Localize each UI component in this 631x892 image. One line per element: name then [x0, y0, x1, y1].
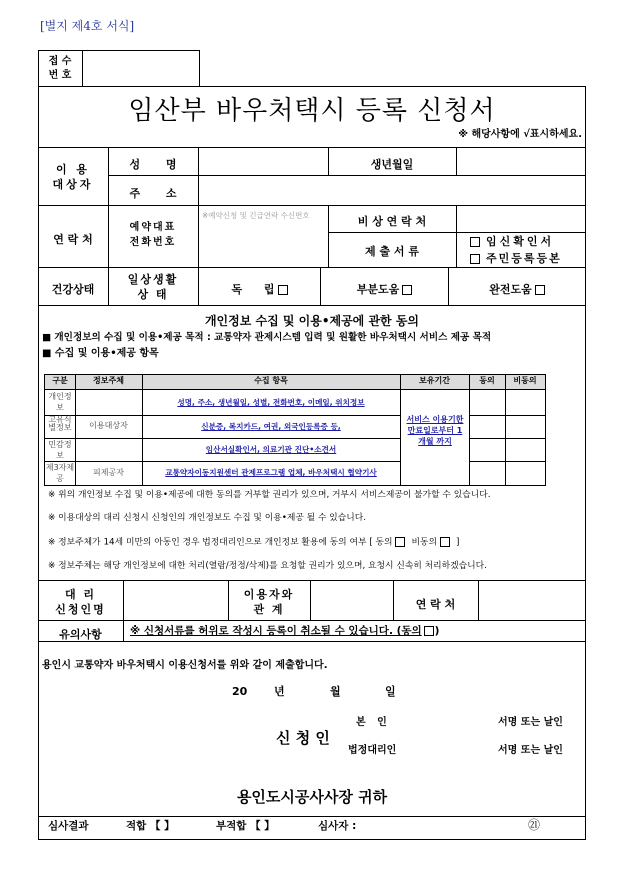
privacy-heading: 개인정보 수집 및 이용•제공에 관한 동의: [204, 314, 420, 328]
privacy-items-heading: ■ 수집 및 이용•제공 항목: [42, 348, 159, 359]
self-sign[interactable]: 서명 또는 날인: [498, 717, 563, 728]
retention-period: 서비스 이용기한 만료일로부터 1개월 까지: [406, 415, 464, 446]
review-result-label: 심사결과: [48, 820, 89, 832]
doc-pregnancy-checkbox[interactable]: [470, 237, 480, 247]
row-item-3: 임산서실확인서, 의료기관 진단•소견서: [205, 445, 337, 454]
th-kind: 구분: [52, 376, 68, 385]
health-label: 건강상태: [51, 283, 95, 296]
relation-field[interactable]: [311, 581, 393, 619]
page-title: 임산부 바우처택시 등록 신청서: [128, 96, 496, 126]
doc-pregnancy-cert[interactable]: 임신확인서: [470, 236, 554, 247]
th-agree: 동의: [479, 376, 495, 385]
row-kind-4: 제3자제공: [45, 463, 75, 483]
address-label: 주 소: [129, 187, 177, 200]
reservation-phone-placeholder: ※예약신청 및 긴급연락 수신번호: [202, 211, 310, 220]
receipt-label: 접 수 번 호: [48, 56, 72, 81]
review-fail[interactable]: 부적합 【 】: [216, 820, 275, 832]
privacy-items-table: [44, 374, 546, 486]
agree-cell-3[interactable]: [470, 439, 505, 461]
applicant-group-label: 이 용 대상자: [52, 163, 94, 191]
disagree-cell-3[interactable]: [506, 439, 545, 461]
privacy-note-3: ※ 정보주체가 14세 미만의 아동인 경우 법정대리인으로 개인정보 활용에 동의 여부 [ 동의 비동의 ]: [48, 537, 460, 548]
caution-label: 유의사항: [59, 628, 102, 641]
emergency-contact-field[interactable]: [457, 206, 585, 232]
agree-cell-4[interactable]: [470, 462, 505, 484]
opt-independent-checkbox[interactable]: [278, 285, 288, 295]
name-label: 성 명: [129, 158, 177, 171]
daily-life-label: 일상생활 상 태: [127, 273, 179, 301]
subject-provided: 피제공자: [93, 468, 124, 477]
seal-mark: ㉑: [528, 818, 541, 832]
proxy-name-field[interactable]: [124, 581, 228, 619]
opt-partial[interactable]: 부분도움: [321, 281, 448, 297]
disagree-cell-1[interactable]: [506, 390, 545, 415]
row-item-4: 교통약자이동지원센터 관제프로그램 업체, 바우처택시 협약기사: [165, 468, 377, 477]
date-day: 일: [385, 685, 396, 698]
reservation-phone-label: 예약대표 전화번호: [129, 222, 177, 248]
disagree-cell-2[interactable]: [506, 416, 545, 438]
check-note: ※ 해당사항에 √표시하세요.: [458, 129, 582, 140]
privacy-note-2: ※ 이용대상의 대리 신청시 신청인의 개인정보도 수집 및 이용•제공 될 수 있습니다.: [48, 513, 367, 523]
privacy-purpose: ■ 개인정보의 수집 및 이용•제공 목적 : 교통약자 관제시스템 입력 및 원활한 바우처택시 서비스 제공 목적: [42, 332, 492, 343]
opt-partial-checkbox[interactable]: [402, 285, 412, 295]
guardian-label: 법정대리인: [348, 745, 397, 756]
emergency-contact-label: 비 상 연 락 처: [357, 215, 427, 228]
date-year: 년: [274, 685, 285, 698]
doc-resident-cert[interactable]: 주민등록등본: [470, 253, 562, 264]
th-disagree: 비동의: [513, 376, 537, 385]
declaration: 용인시 교통약자 바우처택시 이용신청서를 위와 같이 제출합니다.: [42, 660, 328, 671]
agree-cell-2[interactable]: [470, 416, 505, 438]
address-field[interactable]: [199, 176, 585, 204]
th-subject: 정보주체: [93, 376, 124, 385]
proxy-contact-field[interactable]: [479, 581, 585, 619]
opt-independent[interactable]: 독 립: [199, 281, 320, 297]
th-item: 수집 항목: [254, 376, 288, 385]
documents-label: 제 출 서 류: [365, 245, 419, 258]
th-retention: 보유기간: [419, 376, 450, 385]
opt-full-checkbox[interactable]: [535, 285, 545, 295]
applicant-signature-label: 신 청 인: [276, 729, 330, 747]
reservation-phone-field[interactable]: [199, 206, 327, 266]
privacy-note-1: ※ 위의 개인정보 수집 및 이용•제공에 대한 동의를 거부할 권리가 있으며, 거부시 서비스제공이 불가할 수 있습니다.: [48, 490, 491, 500]
date-prefix: 20: [232, 685, 248, 698]
disagree-cell-4[interactable]: [506, 462, 545, 484]
name-field[interactable]: [199, 148, 327, 174]
self-label: 본 인: [356, 717, 387, 728]
caution-text: ※ 신청서류를 허위로 작성시 등록이 취소될 수 있습니다. (동의 ): [130, 625, 440, 637]
row-item-2: 신분증, 복지카드, 여권, 외국인등록증 등,: [201, 422, 341, 431]
opt-full[interactable]: 완전도움: [449, 281, 585, 297]
date-month: 월: [330, 685, 341, 698]
guardian-sign[interactable]: 서명 또는 날인: [498, 745, 563, 756]
doc-resident-checkbox[interactable]: [470, 254, 480, 264]
reviewer-label: 심사자 :: [318, 820, 357, 832]
caution-agree-checkbox[interactable]: [424, 626, 434, 636]
minor-disagree-checkbox[interactable]: [440, 537, 450, 547]
contact-group-label: 연 락 처: [53, 233, 93, 246]
agree-cell-1[interactable]: [470, 390, 505, 415]
proxy-name-label: 대 리 신청인명: [55, 588, 106, 616]
birth-label: 생년월일: [370, 158, 414, 171]
proxy-contact-label: 연 락 처: [415, 598, 456, 611]
row-kind-1: 개인정보: [48, 392, 72, 412]
row-kind-2: 고유식별정보: [48, 415, 72, 432]
privacy-note-4: ※ 정보주체는 해당 개인정보에 대한 처리(열람/정정/삭제)를 요청할 권리가 있으며, 요청시 신속히 처리하겠습니다.: [48, 561, 487, 571]
subject-user: 이용대상자: [89, 421, 128, 430]
birth-field[interactable]: [457, 148, 585, 174]
addressee: 용인도시공사사장 귀하: [236, 788, 388, 806]
review-pass[interactable]: 적합 【 】: [126, 820, 175, 832]
minor-agree-checkbox[interactable]: [395, 537, 405, 547]
row-item-1: 성명, 주소, 생년월일, 성별, 전화번호, 이메일, 위치정보: [177, 398, 365, 407]
row-kind-3: 민감정보: [48, 440, 72, 460]
relation-label: 이용자와 관 계: [243, 588, 295, 616]
form-label: [별지 제4호 서식]: [40, 19, 135, 33]
